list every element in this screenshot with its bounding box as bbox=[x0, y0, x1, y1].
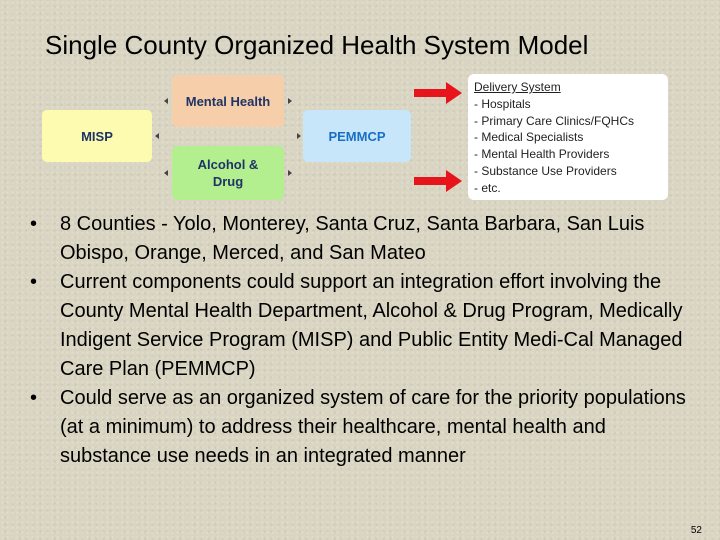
alcohol-drug-box bbox=[172, 146, 284, 200]
health-system-diagram bbox=[0, 0, 720, 210]
mental-health-box bbox=[172, 75, 284, 127]
red-arrow-icon bbox=[414, 82, 462, 104]
list-item: - Primary Care Clinics/FQHCs bbox=[474, 113, 635, 128]
red-arrow-icon bbox=[414, 170, 462, 192]
delivery-system-header: Delivery System bbox=[474, 80, 561, 94]
list-item: - Substance Use Providers bbox=[474, 163, 617, 178]
list-item: - etc. bbox=[474, 180, 501, 195]
connector-arrow-right-icon bbox=[288, 98, 292, 104]
bullet-item bbox=[30, 384, 690, 471]
connector-arrow-right-icon bbox=[288, 170, 292, 176]
connector-arrow-left-icon bbox=[155, 133, 159, 139]
bullet-text: Could serve as an organized system of care for the priority populations (at a minimum) to address their healthcare, mental health and substance use needs in an integrated manner bbox=[60, 387, 686, 467]
bullet-text: 8 Counties - Yolo, Monterey, Santa Cruz, Santa Barbara, San Luis Obispo, Orange, Merced, and San Mateo bbox=[60, 213, 645, 264]
delivery-system-list bbox=[474, 96, 664, 197]
alcohol-drug-label-line2: Drug bbox=[212, 174, 244, 189]
pemmcp-label: PEMMCP bbox=[328, 128, 386, 144]
page-number: 52 bbox=[690, 525, 702, 536]
bullet-text: Current components could support an integration effort involving the County Mental Health Department, Alcohol & Drug Program, Medically Indigent Service Program (MISP) and Public Entity Medi-Cal Managed Care Plan (PEMMCP) bbox=[60, 271, 683, 380]
misp-label: MISP bbox=[81, 128, 113, 144]
connector-arrow-left-icon bbox=[164, 98, 168, 104]
mental-health-label: Mental Health bbox=[185, 93, 271, 109]
connector-arrow-left-icon bbox=[164, 170, 168, 176]
list-item: - Hospitals bbox=[474, 96, 531, 111]
list-item: - Medical Specialists bbox=[474, 130, 584, 145]
alcohol-drug-label bbox=[198, 156, 259, 190]
pemmcp-box bbox=[303, 110, 411, 162]
bullet-item bbox=[30, 268, 690, 384]
bullet-dot-icon: • bbox=[30, 387, 38, 409]
misp-box bbox=[42, 110, 152, 162]
connector-arrow-right-icon bbox=[297, 133, 301, 139]
delivery-system-box bbox=[468, 74, 668, 200]
bullet-item bbox=[30, 210, 690, 268]
slide-title: Single County Organized Health System Model bbox=[45, 30, 589, 60]
bullet-dot-icon: • bbox=[30, 213, 38, 235]
list-item: - Mental Health Providers bbox=[474, 147, 610, 162]
alcohol-drug-label-line1: Alcohol & bbox=[197, 157, 259, 172]
bullet-dot-icon: • bbox=[30, 271, 38, 293]
bullet-list bbox=[30, 210, 690, 471]
